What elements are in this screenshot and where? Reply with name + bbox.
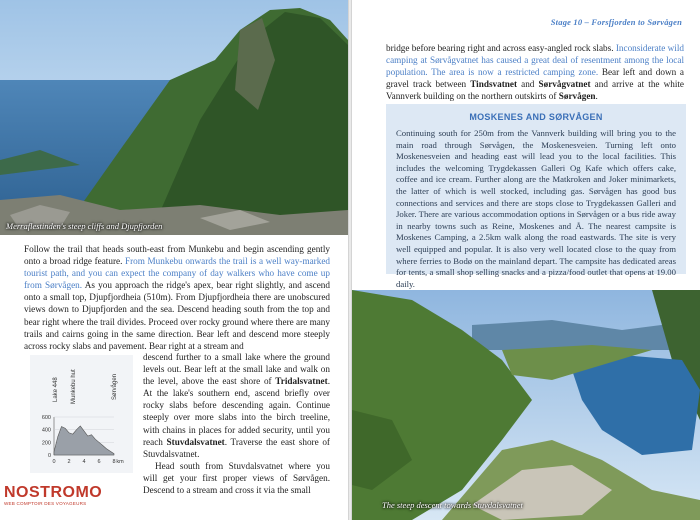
logo-name: NOSTROMO: [4, 484, 103, 501]
profile-x-unit: km: [116, 459, 124, 465]
info-box: [386, 104, 686, 289]
text-run: Bear left and down a gravel track between: [386, 67, 684, 90]
profile-label-lake: Lake 448: [53, 377, 59, 402]
text-run: . At the lake's southern end, ascend briefly over rocky slabs before descending again. Continue steeply over more slabs into the birch treeline, with chains in places for added security, until you reach: [143, 376, 330, 447]
right-body-text: [386, 42, 684, 102]
place-name: Tindsvatnet: [470, 79, 518, 90]
right-paragraph-1: [386, 42, 684, 102]
place-name: Sørvågvatnet: [538, 79, 591, 90]
left-paragraph-3: Head south from Stuvdalsvatnet where you will get your first proper views of Sørvågen. Descend to a stream and cross it via the small: [143, 460, 330, 496]
profile-x-tick: 0: [52, 459, 56, 465]
place-name: Stuvdalsvatnet: [166, 436, 225, 447]
mountain-ridge-photo: [0, 0, 348, 235]
nostromo-logo: [4, 484, 103, 518]
text-run: Follow the trail that heads south-east from Munkebu and begin ascending gently onto a broad ridge feature.: [24, 244, 330, 267]
profile-label-munkebu: Munkebu hut: [71, 369, 77, 404]
photo-caption-left: Merraflestinden's steep cliffs and Djupfjorden: [6, 221, 163, 231]
running-head: Stage 10 – Forsfjorden to Sørvågen: [550, 17, 682, 27]
text-run: bridge before bearing right and across easy-angled rock slabs.: [386, 43, 616, 53]
text-run: and: [517, 79, 539, 90]
info-box-title: MOSKENES AND SØRVÅGEN: [469, 112, 603, 122]
profile-label-sorvagen: Sørvågen: [112, 373, 118, 400]
highlight-run: From Munkebu onwards the trail is a well way-marked tourist path, and you can expect the company of day walkers who have come up from Sørvågen.: [24, 256, 330, 291]
photo-caption-right: The steep descent towards Stuvdalsvatnet: [382, 500, 523, 510]
left-body-text: [24, 243, 330, 352]
text-run: .: [595, 91, 598, 102]
place-name: Sørvågen: [558, 91, 596, 102]
text-run: descend further to a small lake where the ground levels out. Bear left at the small lake and walk on the level, above the east shore of: [143, 352, 330, 387]
lake-descent-photo: [352, 290, 700, 520]
left-paragraph-2: [143, 351, 330, 460]
highlight-run: Inconsiderate wild camping at Sørvågvatnet has caused a great deal of resentment among the local population. The area is now a restricted camping zone.: [386, 43, 684, 78]
text-run: . Traverse the east shore of Stuvdalsvatnet.: [143, 436, 330, 459]
left-paragraph-1: [24, 243, 330, 352]
profile-y-tick: 200: [41, 440, 51, 447]
place-name: Tridalsvatnet: [275, 376, 328, 387]
profile-x-tick: 6: [97, 459, 101, 465]
profile-x-tick: 8: [112, 459, 116, 465]
profile-y-tick: 400: [41, 427, 51, 434]
profile-x-tick: 2: [67, 459, 71, 465]
logo-tagline: WEB COMPTOIR DES VOYAGEURS: [4, 501, 87, 506]
left-page: [0, 0, 348, 520]
left-wrap-text: [143, 351, 330, 496]
text-run: and arrive at the white Vannverk building on the northern outskirts of: [386, 79, 684, 102]
right-page: [352, 0, 700, 520]
text-run: As you approach the ridge's apex, bear right slightly, and ascend onto a small top, Djupfjordheia (510m). From Djupfjordheia there are unobscured views down to Djupfjorden and the sea. Descend heading south from the top and bear right where the trail divides. Proceed over rocky ground where there are many trails and cairns going in the same direction. Bear left and descend more steeply across rocky slabs and pavement. Bear right at a stream and: [24, 280, 330, 351]
elevation-area: [54, 426, 114, 455]
profile-y-tick: 0: [47, 453, 51, 459]
elevation-profile: [30, 355, 133, 473]
profile-y-tick: 600: [41, 415, 51, 421]
profile-x-tick: 4: [82, 459, 86, 465]
info-box-text: Continuing south for 250m from the Vannverk building will bring you to the main road through Sørvågen, the Moskenesveien. Turning left onto Moskenesveien and heading east will lead you to the local facilities. This includes the welcoming Trygdekassen Galleri Og Kafe which offers cake, coffee and ice cream. Further along are the Matkroken and Joker minimarkets, the latter of which is well stocked, including gas. Sørvågen has good bus connections and services and there are stops close to Trygdekassen Galleri and Joker. There are various accommodation options in Sørvågen or a bus ride away in nearby towns such as Reine, Moskenes and Å. The nearest campsite is Moskenes Camping, a 2.5km walk along the road eastwards. The site is very well equipped and popular. It is also very well located close to the quay from where ferries to Bodø on the mainland depart. The campsite has dedicated areas for tents, a small shop selling snacks and a pizza/food outlet that opens at 19.00 daily.: [396, 128, 676, 289]
